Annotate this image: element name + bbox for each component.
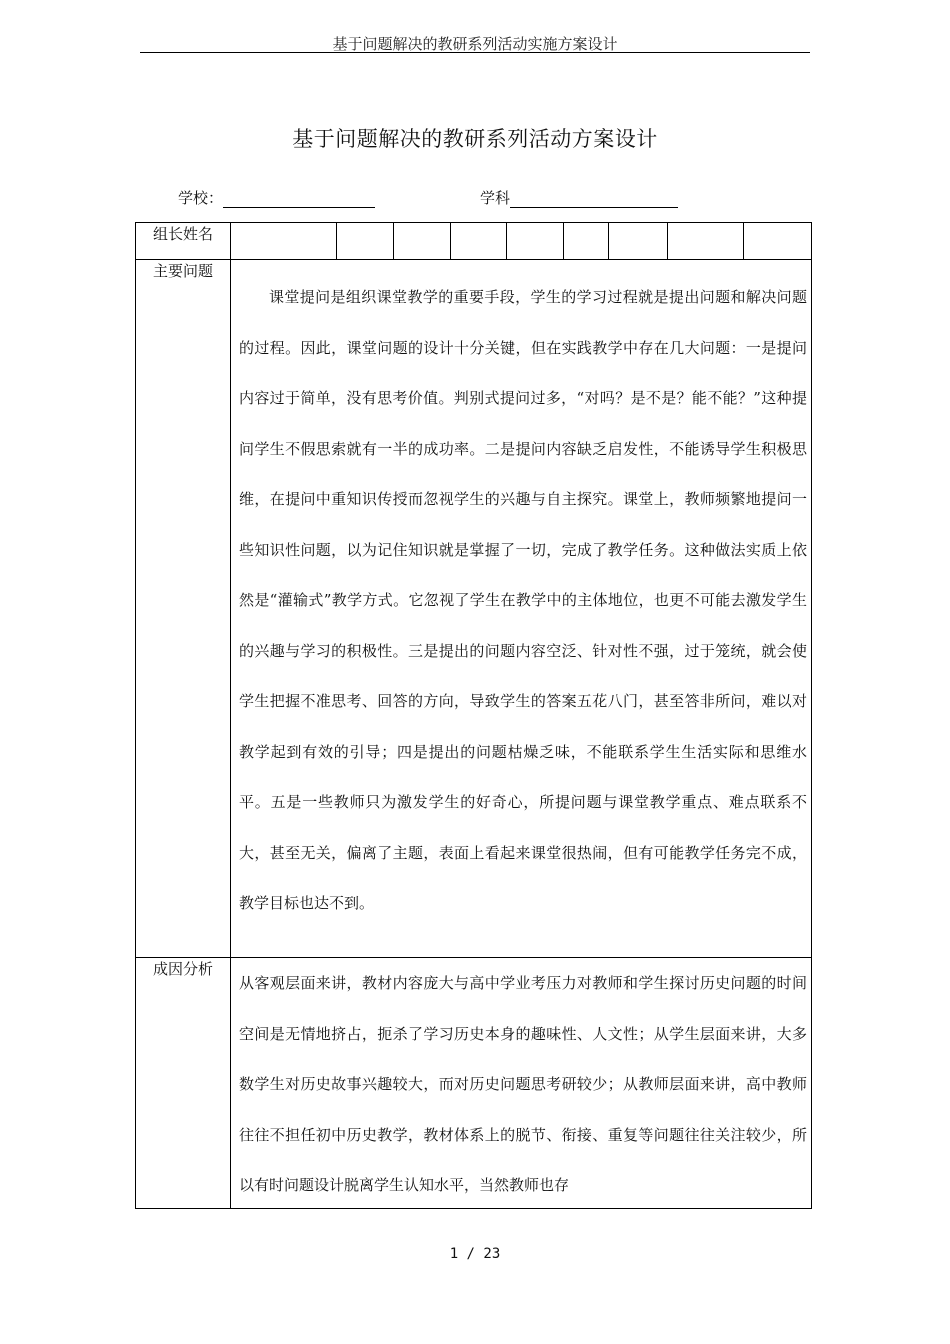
leader-name-cell <box>337 223 394 260</box>
subject-label: 学科 <box>480 189 511 207</box>
leader-name-cell <box>451 223 507 260</box>
table-right-border <box>811 222 812 1207</box>
leader-name-cell <box>564 223 609 260</box>
running-header: 基于问题解决的教研系列活动实施方案设计 <box>332 35 618 53</box>
subject-blank-line <box>510 189 678 208</box>
header-rule <box>140 52 810 53</box>
leader-name-cell <box>394 223 451 260</box>
page-number: 1 / 23 <box>449 1246 501 1262</box>
subject-field <box>480 187 678 208</box>
leader-row <box>136 223 812 260</box>
cause-analysis-label: 成因分析 <box>136 958 231 1209</box>
leader-name-cell <box>609 223 668 260</box>
school-blank-line <box>223 189 375 208</box>
document-title: 基于问题解决的教研系列活动方案设计 <box>292 127 658 151</box>
leader-name-cell <box>744 223 812 260</box>
leader-name-label: 组长姓名 <box>136 223 231 260</box>
main-problem-text: 课堂提问是组织课堂教学的重要手段，学生的学习过程就是提出问题和解决问题的过程。因此，课堂问题的设计十分关键，但在实践教学中存在几大问题：一是提问内容过于简单，没有思考价值。判别式提问过多，“对吗？是不是？能不能？”这种提问学生不假思索就有一半的成功率。二是提问内容缺乏启发性，不能诱导学生积极思维，在提问中重知识传授而忽视学生的兴趣与自主探究。课堂上，教师频繁地提问一些知识性问题，以为记住知识就是掌握了一切，完成了教学任务。这种做法实质上依然是“灌输式”教学方式。它忽视了学生在教学中的主体地位，也更不可能去激发学生的兴趣与学习的积极性。三是提出的问题内容空泛、针对性不强，过于笼统，就会使学生把握不准思考、回答的方向，导致学生的答案五花八门，甚至答非所问，难以对教学起到有效的引导；四是提出的问题枯燥乏味，不能联系学生生活实际和思维水平。五是一些教师只为激发学生的好奇心，所提问题与课堂教学重点、难点联系不大，甚至无关，偏离了主题，表面上看起来课堂很热闹，但有可能教学任务完不成，教学目标也达不到。 <box>239 288 807 912</box>
main-problem-label: 主要问题 <box>136 260 231 958</box>
leader-name-cell <box>507 223 564 260</box>
cause-analysis-row <box>136 958 812 1209</box>
cause-analysis-text: 从客观层面来讲，教材内容庞大与高中学业考压力对教师和学生探讨历史问题的时间空间是无情地挤占，扼杀了学习历史本身的趣味性、人文性；从学生层面来讲，大多数学生对历史故事兴趣较大，而对历史问题思考研较少；从教师层面来讲，高中教师往往不担任初中历史教学，教材体系上的脱节、衔接、重复等问题往往关注较少，所以有时问题设计脱离学生认知水平，当然教师也存 <box>239 974 807 1194</box>
main-problem-content <box>231 260 812 958</box>
cause-analysis-content <box>231 958 812 1209</box>
main-problem-row <box>136 260 812 958</box>
leader-name-cell <box>668 223 744 260</box>
school-field <box>178 187 375 208</box>
school-label: 学校： <box>178 189 224 207</box>
activity-plan-table <box>135 222 812 1209</box>
leader-name-cell <box>231 223 337 260</box>
